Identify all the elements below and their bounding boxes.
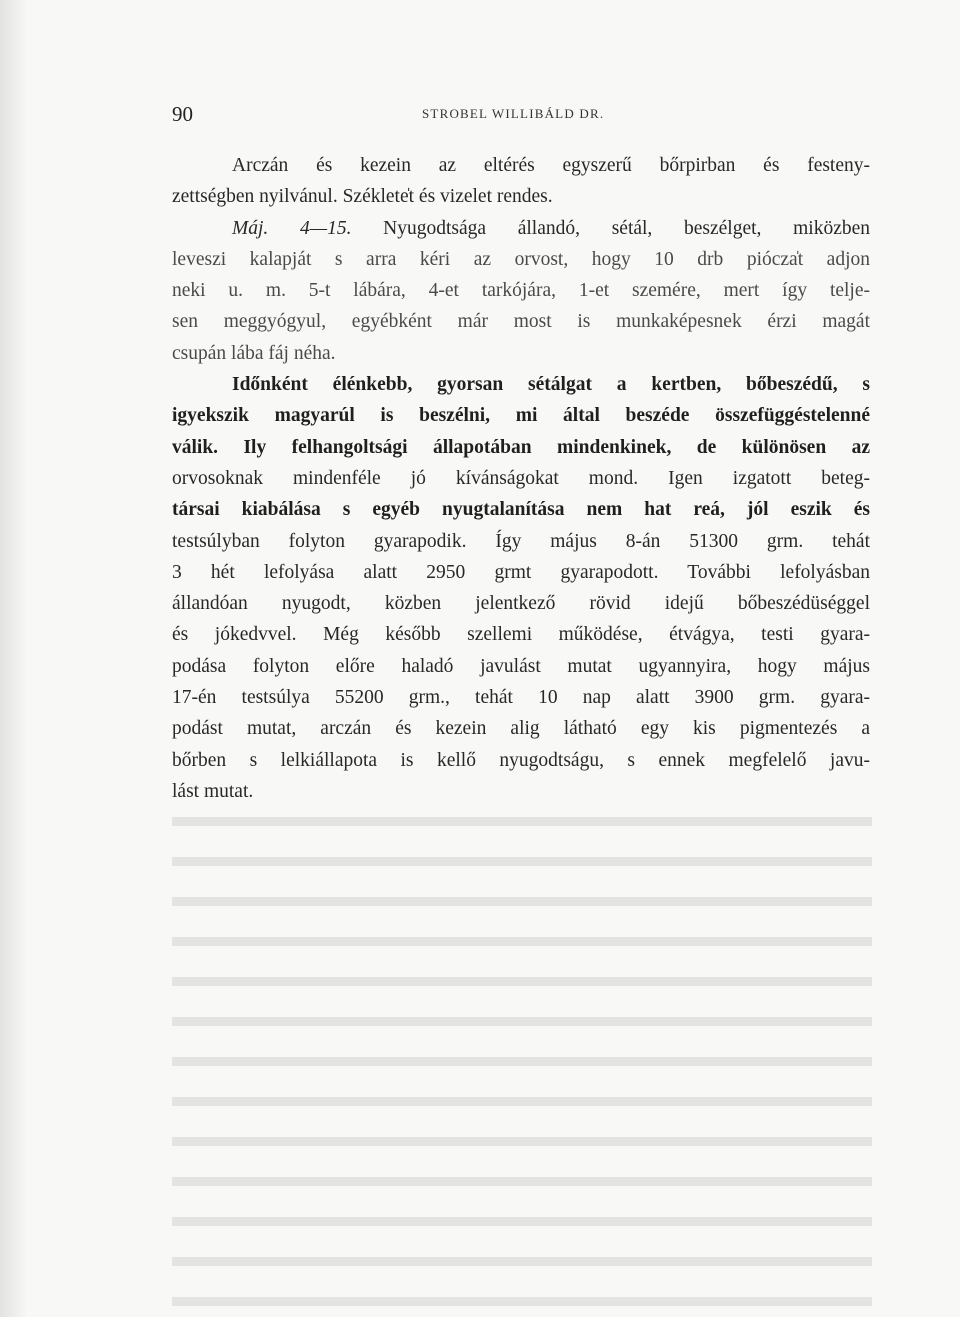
date-lead: Máj. 4—15. xyxy=(232,217,352,239)
text-line: podása folyton előre haladó javulást mutat ugyannyira, hogy május xyxy=(172,655,870,677)
bleed-through-texture xyxy=(172,790,872,1230)
text-line-with-date xyxy=(172,213,870,244)
text-line: csupán lába fáj néha. xyxy=(172,342,336,364)
text-line: neki u. m. 5-t lábára, 4-et tarkójára, 1-et szemére, mert így telje- xyxy=(172,280,870,302)
text-line: zettségben nyilvánul. Széklete̍t és vizelet rendes. xyxy=(172,186,553,208)
text-line: igyekszik magyarúl is beszélni, mi által beszéde összefüggéstelenné xyxy=(172,405,870,427)
text-line: Arczán és kezein az eltérés egyszerű bőrpirban és festeny- xyxy=(232,155,870,176)
text-line: 17-én testsúlya 55200 grm., tehát 10 nap alatt 3900 grm. gyara- xyxy=(172,687,870,709)
text-line: testsúlyban folyton gyarapodik. Így május 8-án 51300 grm. tehát xyxy=(172,530,870,552)
text-line: állandóan nyugodt, közben jelentkező rövid idejű bőbeszédüséggel xyxy=(172,593,870,615)
text-line: 3 hét lefolyása alatt 2950 grmt gyarapodott. További lefolyásban xyxy=(172,561,870,583)
text-line: társai kiabálása s egyéb nyugtalanítása nem hat reá, jól eszik és xyxy=(172,499,870,521)
text-line: válik. Ily felhangoltsági állapotában mindenkinek, de különösen az xyxy=(172,436,870,458)
body-text xyxy=(172,150,870,807)
text-line: Időnként élénkebb, gyorsan sétálgat a kertben, bőbeszédű, s xyxy=(232,374,870,396)
text-line: lást mutat. xyxy=(172,780,254,802)
page-number: 90 xyxy=(172,102,193,126)
text-line: bőrben s lelkiállapota is kellő nyugodtságu, s ennek megfelelő javu- xyxy=(172,749,870,771)
binding-shadow xyxy=(0,0,28,1317)
page-header xyxy=(172,102,872,130)
text-line-rest: Nyugodtsága állandó, sétál, beszélget, miközben xyxy=(351,217,871,239)
text-line: és jókedvvel. Még később szellemi működése, étvágya, testi gyara- xyxy=(172,624,870,646)
text-line: sen meggyógyul, egyébként már most is munkaképesnek érzi magát xyxy=(172,311,870,333)
text-line: leveszi kalapját s arra kéri az orvost, hogy 10 drb piócza̍t adjon xyxy=(172,248,870,270)
text-line: orvosoknak mindenféle jó kívánságokat mond. Igen izgatott beteg- xyxy=(172,467,870,489)
text-line: podást mutat, arczán és kezein alig látható egy kis pigmentezés a xyxy=(172,718,870,740)
running-head: STROBEL WILLIBÁLD DR. xyxy=(422,106,605,121)
